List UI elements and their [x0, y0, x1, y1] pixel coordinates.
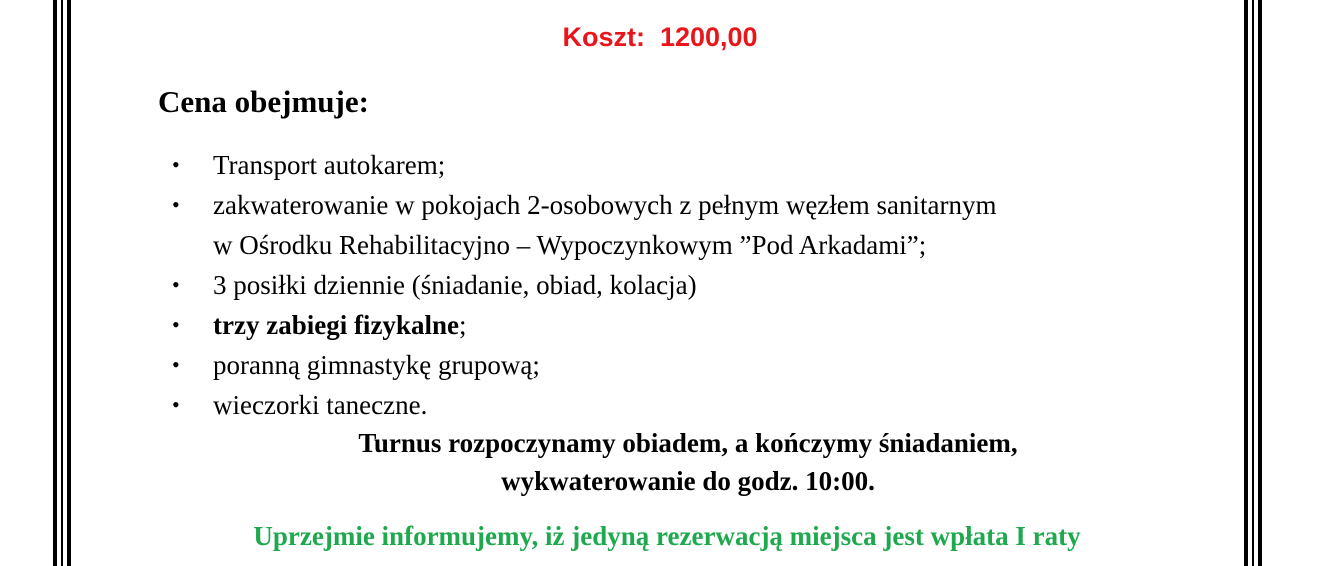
list-item-text: ;	[458, 310, 467, 340]
list-item	[170, 265, 997, 305]
cost-line: Koszt: 1200,00	[562, 22, 758, 52]
list-item	[170, 385, 997, 425]
bullet-icon: •	[172, 352, 180, 377]
list-item-text: 3 posiłki dziennie (śniadanie, obiad, kolacja)	[213, 270, 697, 300]
list-item-text: wieczorki taneczne.	[213, 390, 428, 420]
list-item-text: poranną gimnastykę grupową;	[213, 350, 540, 380]
stay-schedule-line: Turnus rozpoczynamy obiadem, a kończymy śniadaniem,	[358, 428, 1018, 458]
list-item-bold-text: trzy zabiegi fizykalne	[213, 310, 459, 340]
bullet-icon: •	[172, 392, 180, 417]
list-item	[170, 345, 997, 385]
bullet-icon: •	[172, 272, 180, 297]
checkout-time-line: wykwaterowanie do godz. 10:00.	[501, 466, 875, 496]
bullet-icon: •	[172, 152, 180, 177]
list-item-continuation	[170, 225, 997, 265]
list-item-text: zakwaterowanie w pokojach 2-osobowych z pełnym węzłem sanitarnym	[213, 190, 997, 220]
list-item-text: Transport autokarem;	[213, 150, 446, 180]
list-item-text: w Ośrodku Rehabilitacyjno – Wypoczynkowym ”Pod Arkadami”;	[213, 230, 927, 260]
list-item	[170, 185, 997, 225]
bullet-icon: •	[172, 192, 180, 217]
bullet-icon: •	[172, 312, 180, 337]
list-item	[170, 305, 997, 345]
included-items-list	[170, 145, 997, 425]
list-item	[170, 145, 997, 185]
reservation-note: Uprzejmie informujemy, iż jedyną rezerwacją miejsca jest wpłata I raty	[253, 521, 1081, 551]
price-includes-heading: Cena obejmuje:	[158, 84, 369, 119]
